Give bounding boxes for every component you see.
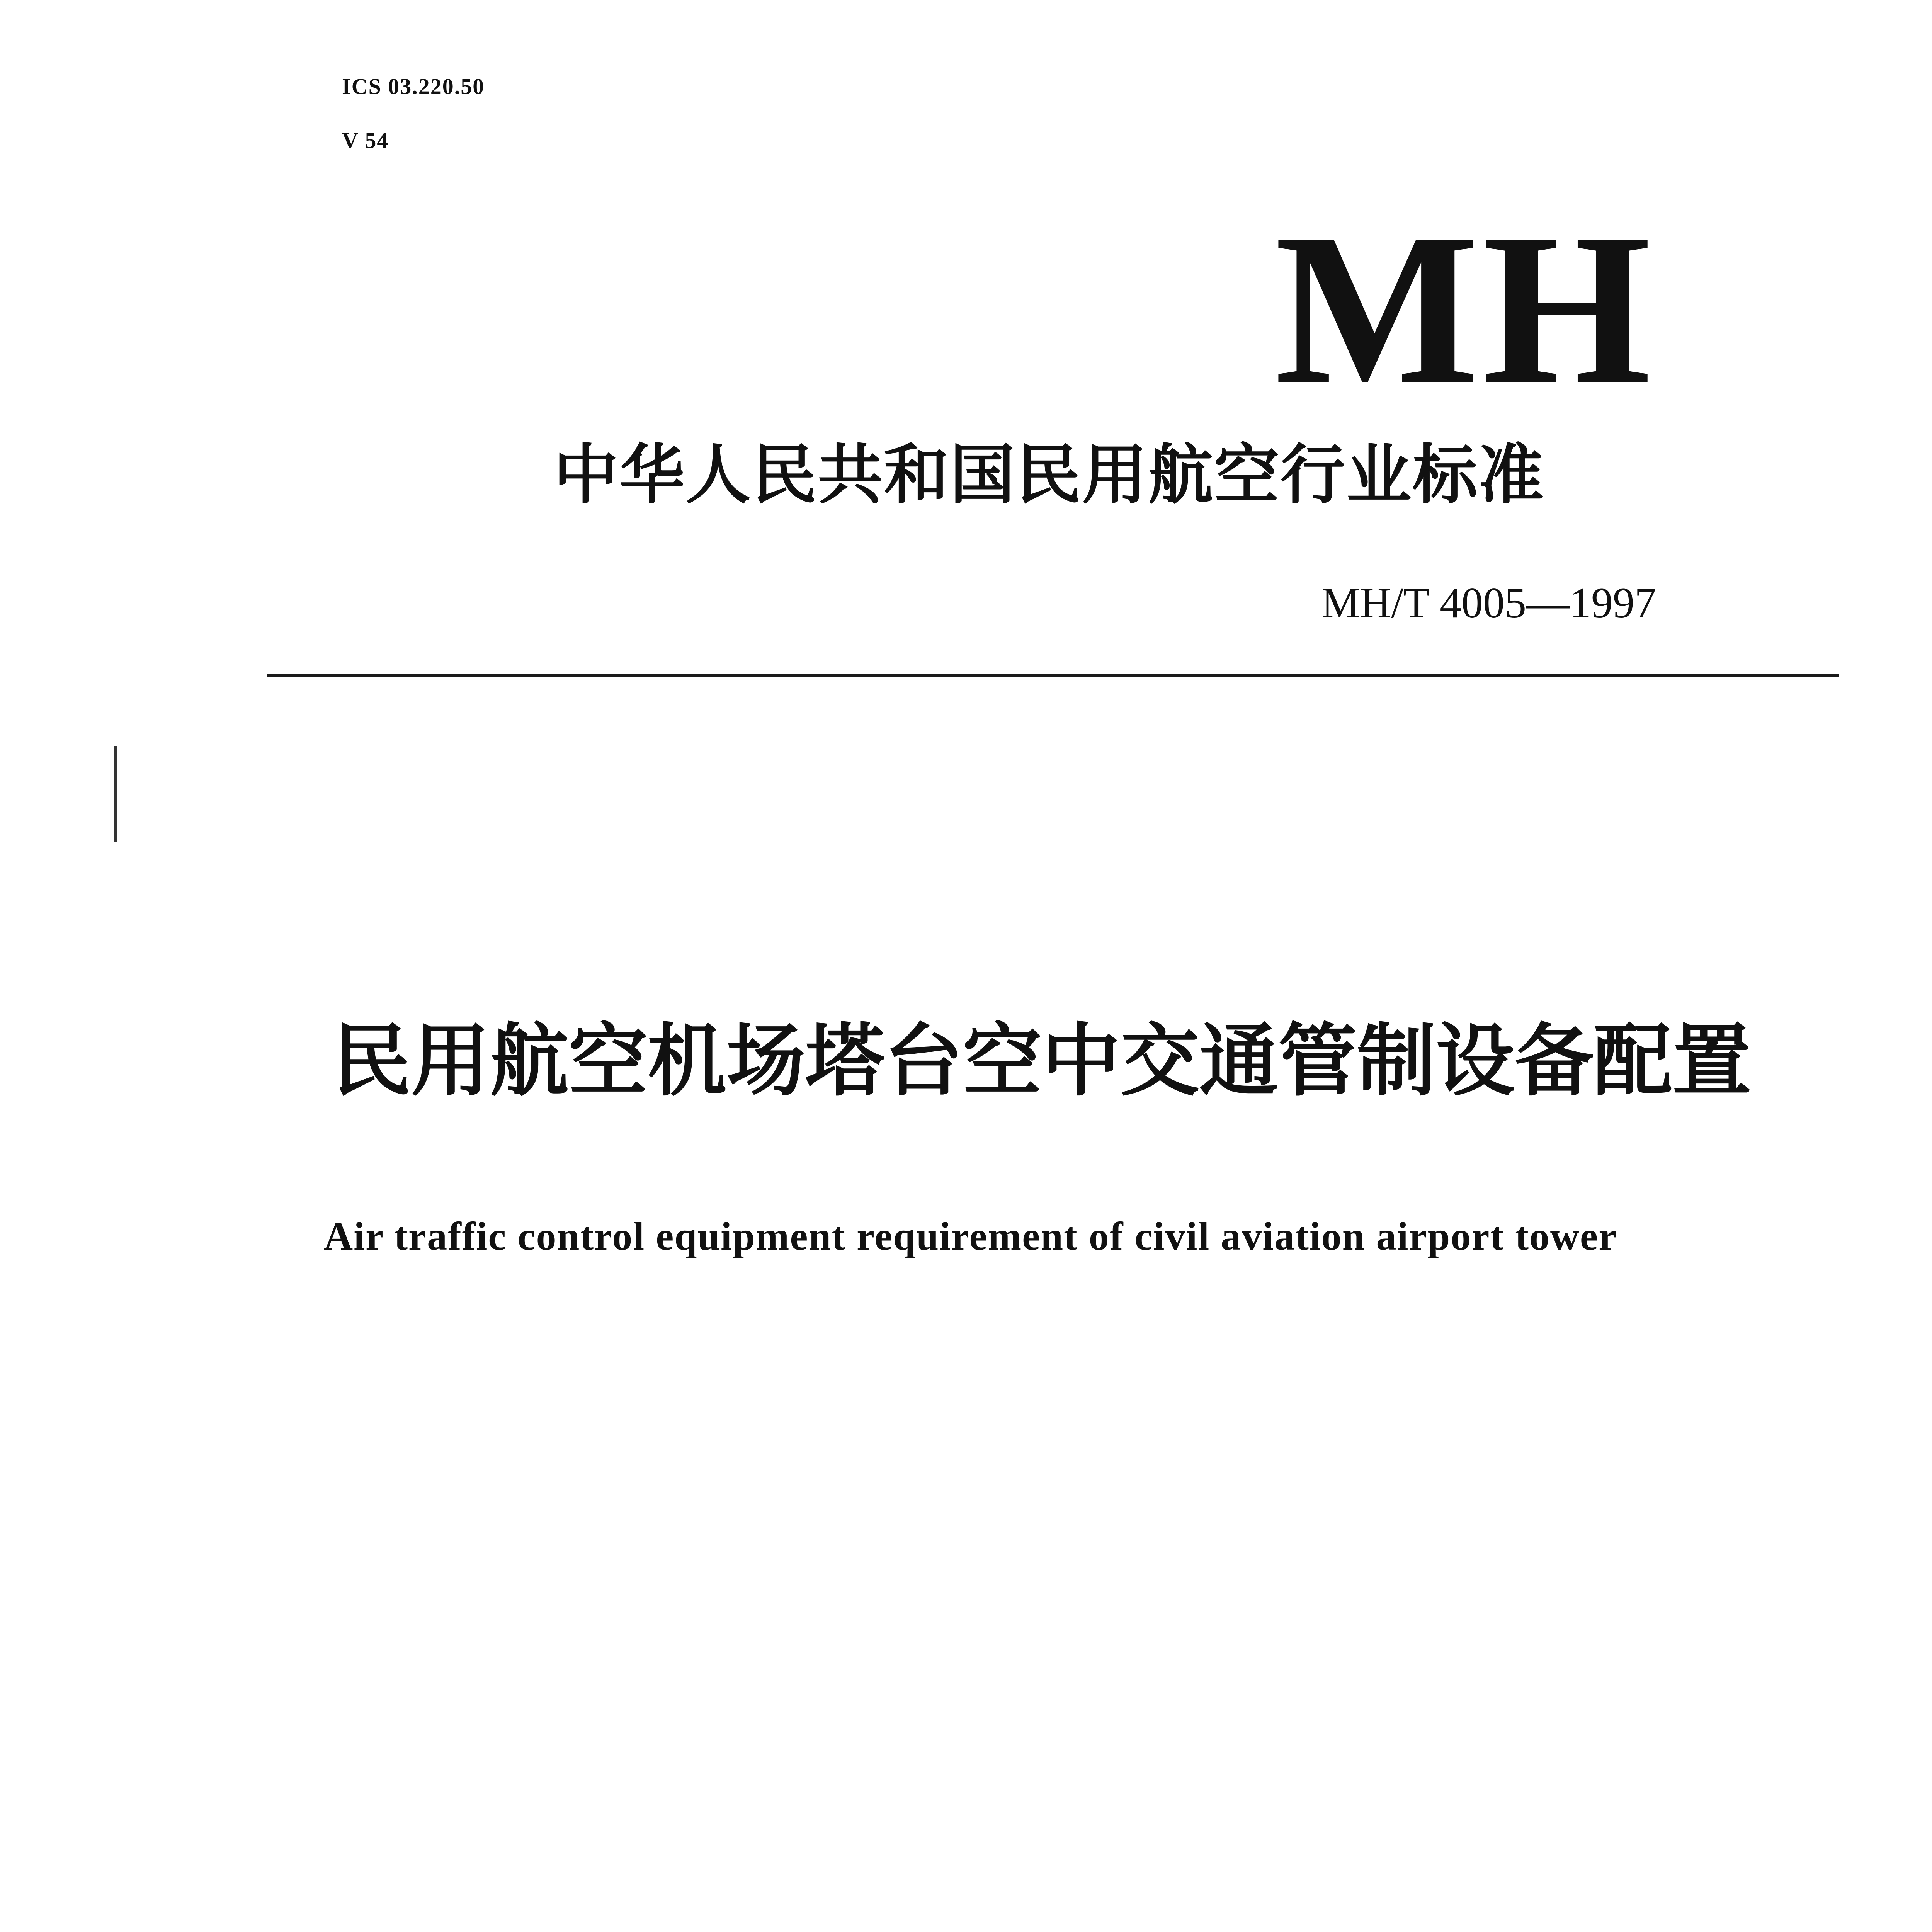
- document-title-chinese: 民用航空机场塔台空中交通管制设备配置: [332, 1015, 1751, 1107]
- mh-logo: MH: [1274, 189, 1655, 429]
- top-divider: [267, 674, 1839, 677]
- document-title-english: Air traffic control equipment requirement of civil aviation airport tower: [324, 1214, 1617, 1259]
- standard-number: MH/T 4005—1997: [1321, 579, 1656, 627]
- margin-mark-upper: [114, 746, 117, 842]
- ccs-code: V 54: [342, 128, 389, 153]
- standard-category-heading: 中华人民共和国民用航空行业标准: [553, 437, 1545, 513]
- ics-code: ICS 03.220.50: [342, 74, 485, 99]
